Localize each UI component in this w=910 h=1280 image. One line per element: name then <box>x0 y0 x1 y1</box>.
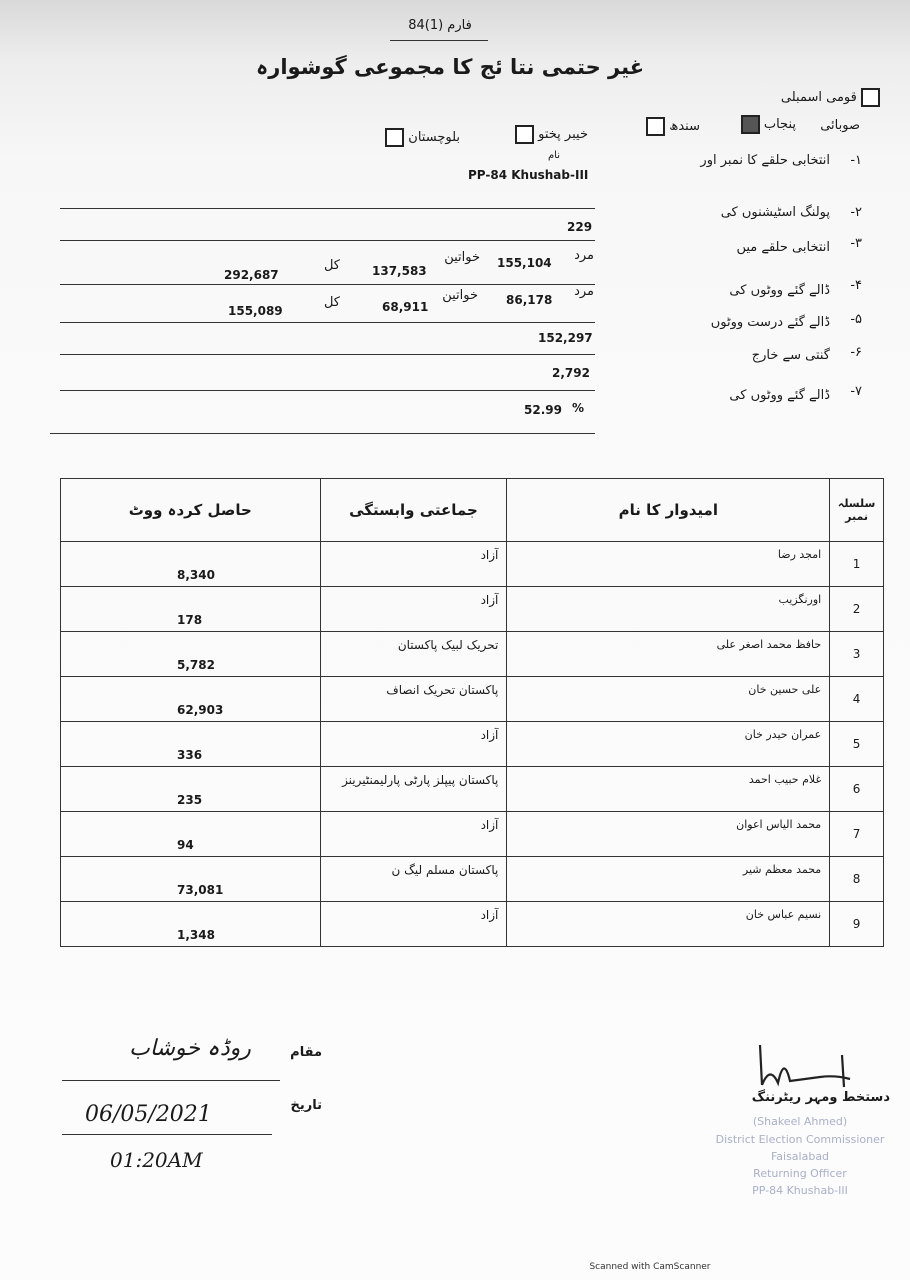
form-title: غیر حتمی نتا ئج کا مجموعی گوشوارہ <box>255 55 645 79</box>
row-serial: 4 <box>830 677 884 722</box>
line-1 <box>60 208 595 209</box>
label-constituency-name: نام <box>547 150 560 161</box>
row-votes <box>61 587 321 632</box>
polling-stations-value: 229 <box>567 220 593 234</box>
cast-male-value: 86,178 <box>506 293 553 307</box>
votes-text: 336 <box>177 748 203 762</box>
date-label: تاریخ <box>290 1098 322 1113</box>
party-text: پاکستان تحریک انصاف <box>386 683 499 697</box>
registered-total-value: 292,687 <box>224 268 279 282</box>
row-candidate-name <box>507 632 830 677</box>
num-7: -۷ <box>850 384 862 399</box>
stamp-line-4: PP-84 Khushab-III <box>752 1184 848 1197</box>
row-candidate-name <box>507 587 830 632</box>
place-label: مقام <box>290 1045 322 1060</box>
table-row <box>61 677 884 722</box>
row-serial: 8 <box>830 857 884 902</box>
option-punjab <box>700 115 796 134</box>
label-rejected-votes: گنتی سے خارج <box>751 348 830 363</box>
signature-mark <box>750 1035 860 1095</box>
party-text: پاکستان مسلم لیگ ن <box>391 863 499 877</box>
label-votes-cast: ڈالے گئے ووٹوں کی <box>729 283 830 298</box>
header-candidate: امیدوار کا نام <box>507 479 830 542</box>
votes-text: 5,782 <box>177 658 215 672</box>
row-party <box>320 722 507 767</box>
header-party: جماعتی وابستگی <box>320 479 507 542</box>
table-row <box>61 812 884 857</box>
row-party <box>320 857 507 902</box>
row-votes <box>61 812 321 857</box>
candidate-name-text: عمران حیدر خان <box>744 728 822 741</box>
registered-male-label: مرد <box>574 248 594 263</box>
row-serial: 7 <box>830 812 884 857</box>
party-text: آزاد <box>480 908 499 922</box>
party-text: آزاد <box>480 593 499 607</box>
balochistan-checkbox[interactable] <box>385 128 404 147</box>
sindh-checkbox[interactable] <box>646 117 665 136</box>
line-6 <box>60 390 595 391</box>
option-kpk <box>498 125 588 144</box>
table-row <box>61 632 884 677</box>
label-constituency: انتخابی حلقے کا نمبر اور <box>700 153 830 168</box>
option-balochistan <box>360 128 460 147</box>
candidate-name-text: محمد معظم شیر <box>742 863 822 876</box>
row-candidate-name <box>507 677 830 722</box>
votes-text: 235 <box>177 793 203 807</box>
num-5: -۵ <box>850 312 862 327</box>
num-3: -۳ <box>850 236 862 251</box>
line-2 <box>60 240 595 241</box>
row-serial: 3 <box>830 632 884 677</box>
registered-male-value: 155,104 <box>497 256 552 270</box>
place-value: روڈہ خوشاب <box>129 1036 251 1061</box>
row-votes <box>61 677 321 722</box>
row-party <box>320 632 507 677</box>
option-sindh <box>618 117 700 136</box>
line-4 <box>60 322 595 323</box>
date-line <box>62 1134 272 1135</box>
provincial-label: صوبائی <box>820 118 860 133</box>
label-valid-votes: ڈالے گئے درست ووٹوں <box>710 315 830 330</box>
table-row <box>61 857 884 902</box>
punjab-label: پنجاب <box>763 117 796 132</box>
turnout-value: 52.99 <box>524 403 562 417</box>
row-candidate-name <box>507 902 830 947</box>
time-value: 01:20AM <box>110 1148 203 1172</box>
table-row <box>61 542 884 587</box>
votes-text: 94 <box>177 838 194 852</box>
row-candidate-name <box>507 767 830 812</box>
table-row <box>61 767 884 812</box>
row-party <box>320 677 507 722</box>
votes-text: 62,903 <box>177 703 224 717</box>
cast-total-label: کل <box>323 295 340 310</box>
votes-text: 178 <box>177 613 203 627</box>
candidate-name-text: غلام حبیب احمد <box>748 773 822 786</box>
votes-text: 1,348 <box>177 928 215 942</box>
row-party <box>320 767 507 812</box>
num-2: -۲ <box>850 205 862 220</box>
option-national-assembly <box>770 88 880 107</box>
candidate-name-text: علی حسین خان <box>748 683 822 696</box>
national-assembly-checkbox[interactable] <box>861 88 880 107</box>
turnout-unit: % <box>572 401 585 415</box>
rejected-votes-value: 2,792 <box>552 366 590 380</box>
row-votes <box>61 767 321 812</box>
row-party <box>320 587 507 632</box>
row-candidate-name <box>507 542 830 587</box>
row-serial: 9 <box>830 902 884 947</box>
votes-text: 73,081 <box>177 883 224 897</box>
kpk-checkbox[interactable] <box>515 125 534 144</box>
place-line <box>62 1080 280 1081</box>
row-votes <box>61 722 321 767</box>
num-6: -۶ <box>850 345 862 360</box>
form-reference: فارم (1)84 <box>408 18 472 33</box>
row-votes <box>61 632 321 677</box>
form-reference-underline <box>390 40 488 41</box>
party-text: آزاد <box>480 548 499 562</box>
candidate-name-text: نسیم عباس خان <box>745 908 822 921</box>
table-row <box>61 587 884 632</box>
cast-female-label: خواتین <box>442 288 478 303</box>
row-candidate-name <box>507 812 830 857</box>
candidate-name-text: اورنگزیب <box>778 593 822 606</box>
line-5 <box>60 354 595 355</box>
row-candidate-name <box>507 857 830 902</box>
row-votes <box>61 857 321 902</box>
scanner-watermark: Scanned with CamScanner <box>589 1262 711 1272</box>
registered-female-label: خواتین <box>444 250 480 265</box>
header-serial: سلسلہ نمبر <box>830 479 884 542</box>
row-serial: 1 <box>830 542 884 587</box>
candidate-name-text: امجد رضا <box>777 548 822 561</box>
table-header-row <box>61 479 884 542</box>
row-party <box>320 812 507 857</box>
stamp-name: (Shakeel Ahmed) <box>752 1115 848 1128</box>
table-row <box>61 722 884 767</box>
label-registered-voters: انتخابی حلقے میں <box>736 240 830 255</box>
row-party <box>320 542 507 587</box>
signature-label: دستخط ومہر ریٹرننگ <box>751 1090 890 1105</box>
num-1: -۱ <box>850 153 862 168</box>
row-serial: 2 <box>830 587 884 632</box>
party-text: آزاد <box>480 728 499 742</box>
header-votes: حاصل کردہ ووٹ <box>61 479 321 542</box>
kpk-label: خیبر پختو <box>538 127 588 142</box>
row-party <box>320 902 507 947</box>
num-4: -۴ <box>850 278 862 293</box>
table-row <box>61 902 884 947</box>
line-7 <box>50 433 595 434</box>
cast-male-label: مرد <box>574 284 594 299</box>
party-text: آزاد <box>480 818 499 832</box>
candidate-name-text: محمد الیاس اعوان <box>736 818 822 831</box>
balochistan-label: بلوچستان <box>408 130 460 145</box>
votes-text: 8,340 <box>177 568 215 582</box>
line-3 <box>60 284 595 285</box>
cast-female-value: 68,911 <box>382 300 429 314</box>
stamp-line-3: Returning Officer <box>753 1167 847 1180</box>
date-value: 06/05/2021 <box>85 1102 212 1127</box>
label-turnout: ڈالے گئے ووٹوں کی <box>729 388 830 403</box>
label-polling-stations: پولنگ اسٹیشنوں کی <box>720 205 830 220</box>
sindh-label: سندھ <box>669 119 700 134</box>
party-text: پاکستان پیپلز پارٹی پارلیمنٹیرینز <box>342 773 499 787</box>
row-serial: 6 <box>830 767 884 812</box>
results-table <box>60 478 884 947</box>
row-candidate-name <box>507 722 830 767</box>
stamp-line-1: District Election Commissioner <box>715 1133 885 1146</box>
registered-total-label: کل <box>323 258 340 273</box>
row-serial: 5 <box>830 722 884 767</box>
row-votes <box>61 902 321 947</box>
cast-total-value: 155,089 <box>228 304 283 318</box>
party-text: تحریک لبیک پاکستان <box>397 638 499 652</box>
valid-votes-value: 152,297 <box>538 331 593 345</box>
punjab-checkbox[interactable] <box>741 115 760 134</box>
national-assembly-label: قومی اسمبلی <box>780 90 857 105</box>
constituency-value: PP-84 Khushab-III <box>468 168 589 182</box>
registered-female-value: 137,583 <box>372 264 427 278</box>
stamp-line-2: Faisalabad <box>770 1150 830 1163</box>
candidate-name-text: حافظ محمد اصغر علی <box>716 638 822 651</box>
row-votes <box>61 542 321 587</box>
